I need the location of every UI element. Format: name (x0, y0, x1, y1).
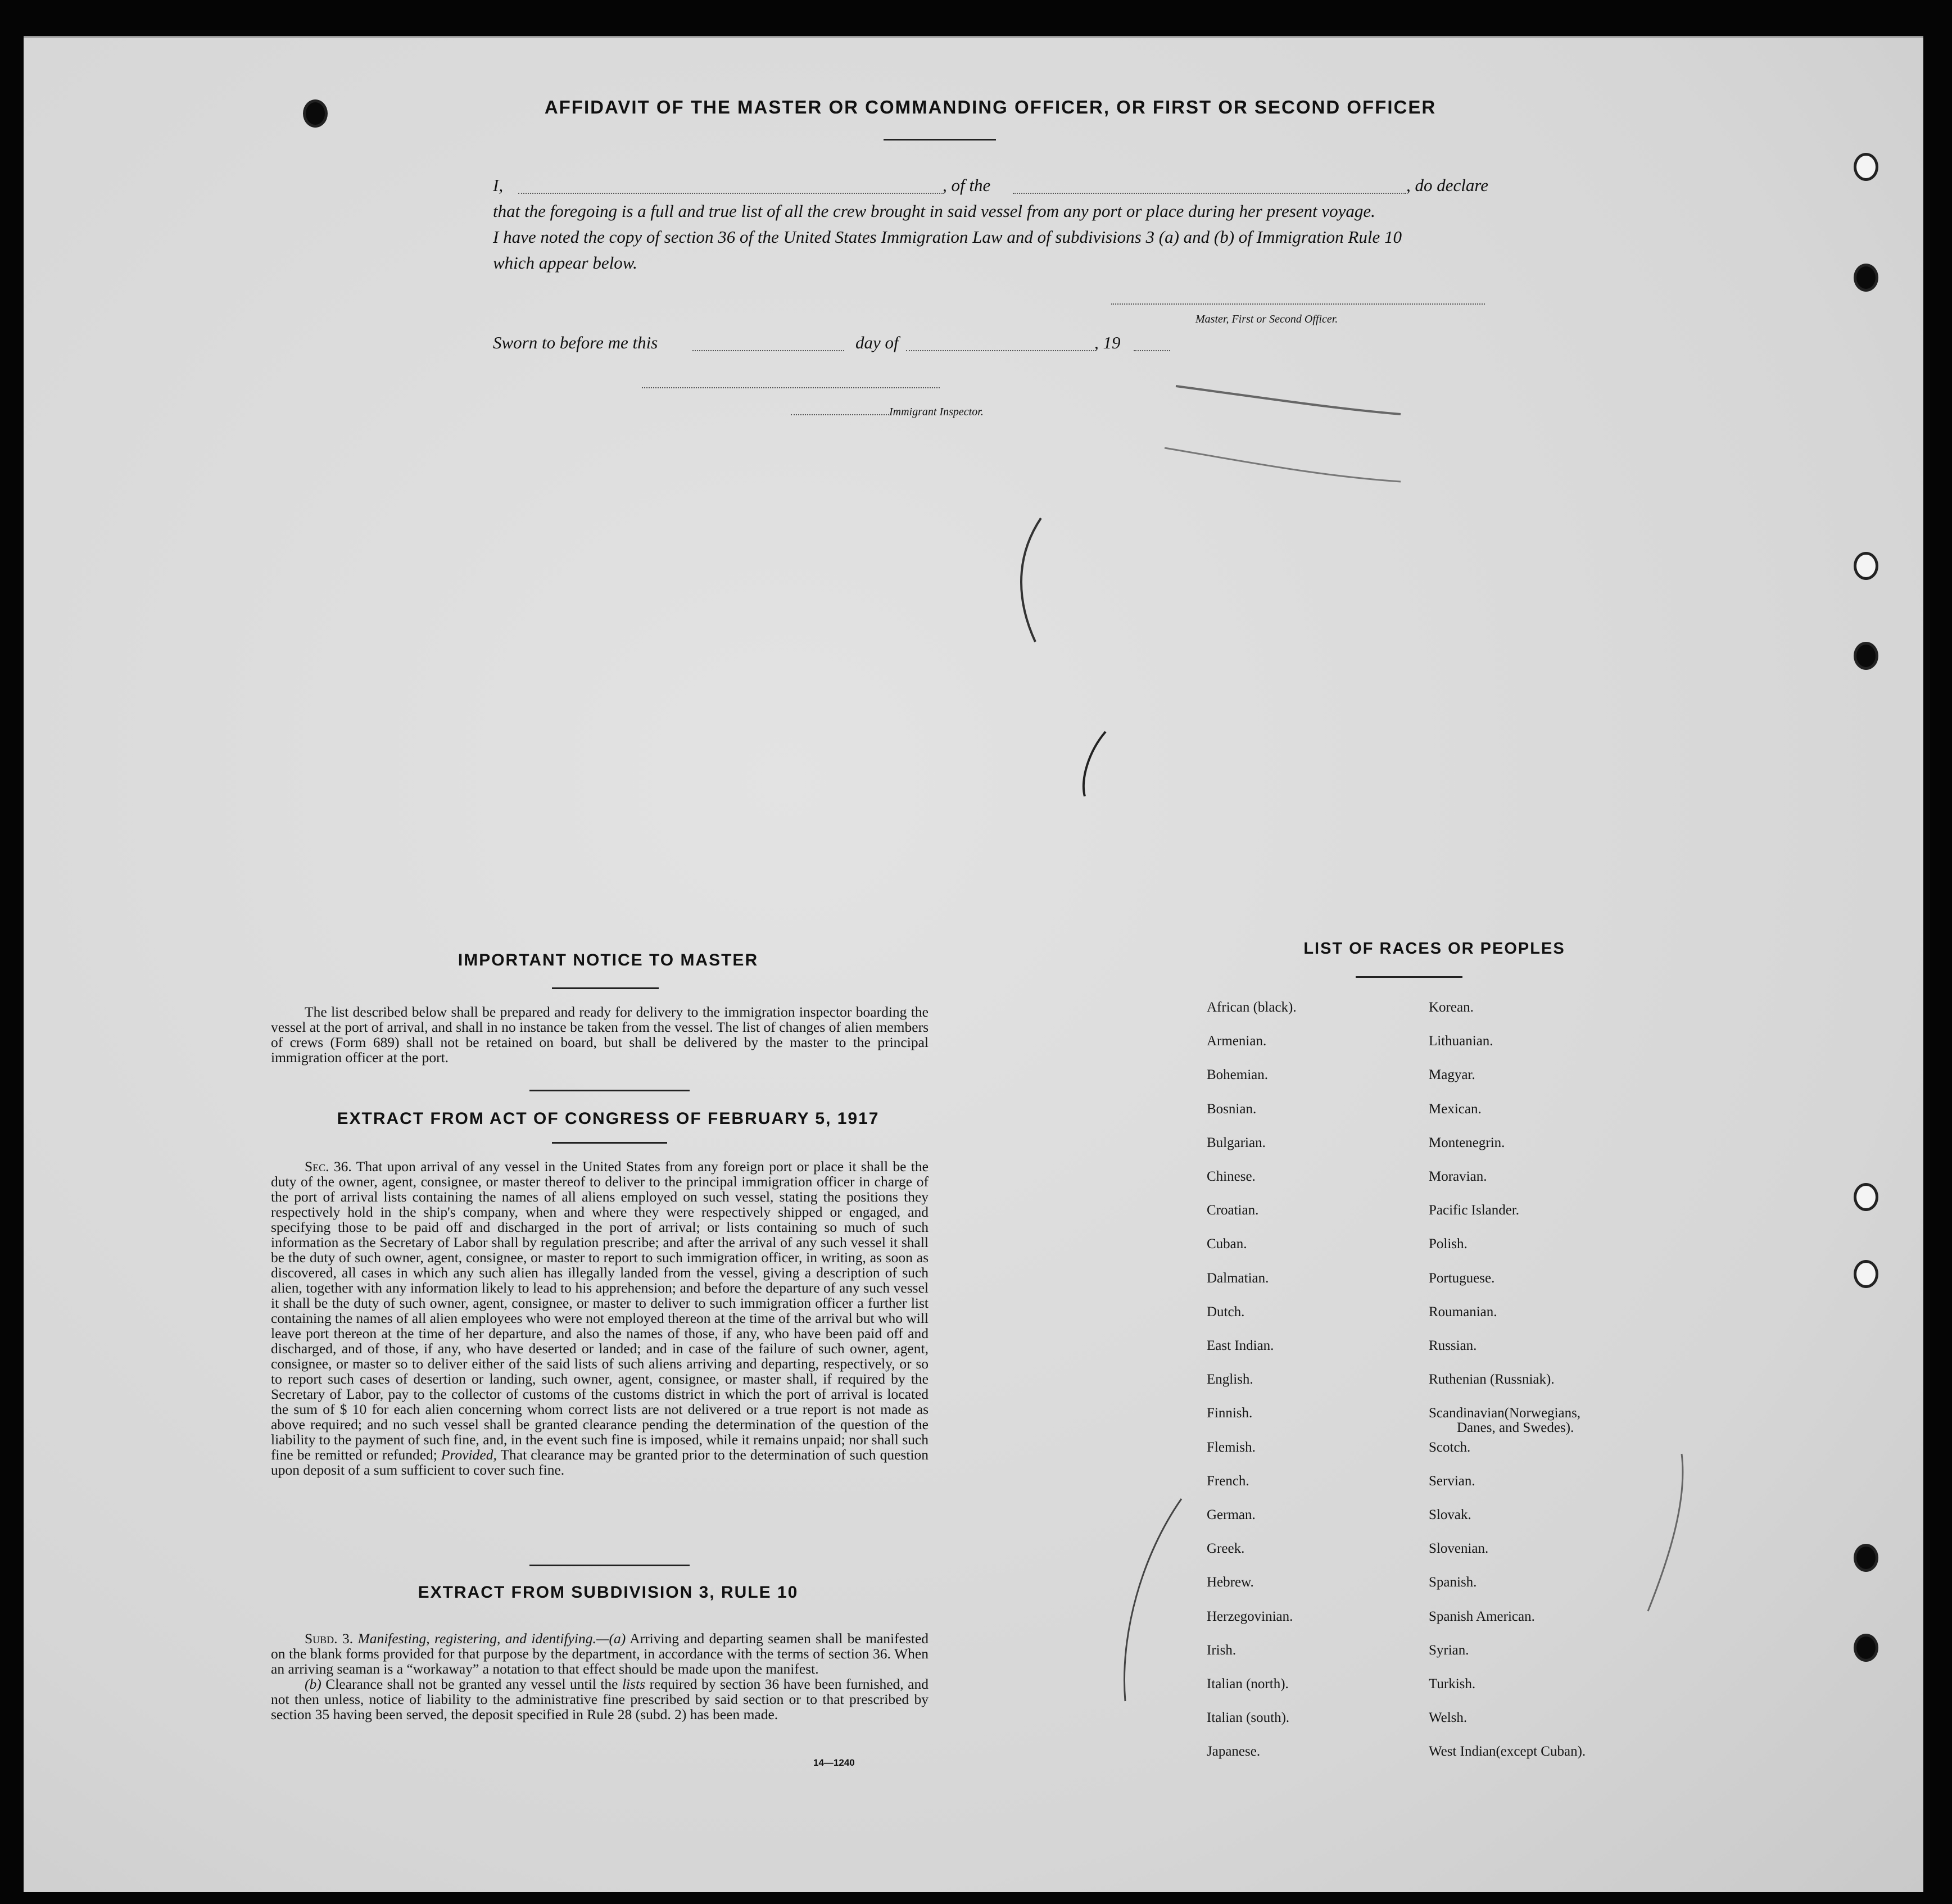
act-title-divider (552, 1142, 667, 1144)
year-label: , 19 (1094, 333, 1121, 352)
race-item: English. (1207, 1372, 1253, 1387)
race-item: Greek. (1207, 1541, 1245, 1556)
race-item: Syrian. (1429, 1643, 1469, 1658)
race-item: Moravian. (1429, 1169, 1487, 1184)
race-item: Polish. (1429, 1236, 1468, 1252)
notice-text: The list described below shall be prepared and ready for delivery to the immigration inspector boarding the vessel at the port of arrival, and shall in no instance be taken from the vessel. The list of changes of alien members of crews (Form 689) shall not be retained on board, but shall be delivered by the master to the principal immigration officer at the port. (271, 1004, 929, 1066)
para-b-text-1: Clearance shall not be granted any vessel until the (325, 1676, 618, 1692)
section-divider (529, 1565, 690, 1566)
lists-word: lists (622, 1676, 646, 1692)
affidavit-title: AFFIDAVIT OF THE MASTER OR COMMANDING OFFICER, OR FIRST OR SECOND OFFICER (544, 97, 1437, 117)
sec-label: Sec. 36. (305, 1158, 352, 1175)
races-title: LIST OF RACES OR PEOPLES (1303, 940, 1565, 958)
race-item: Portuguese. (1429, 1271, 1495, 1286)
race-item: Roumanian. (1429, 1304, 1497, 1320)
rule-extract-text (271, 1631, 929, 1722)
document-page (24, 36, 1923, 1892)
race-item: Russian. (1429, 1338, 1477, 1353)
race-item: Ruthenian (Russniak). (1429, 1372, 1555, 1387)
race-item: Bosnian. (1207, 1101, 1257, 1117)
race-item: Hebrew. (1207, 1575, 1254, 1590)
title-divider (884, 139, 996, 140)
race-item: Korean. (1429, 1000, 1474, 1015)
race-item: Japanese. (1207, 1744, 1261, 1759)
race-item: Welsh. (1429, 1710, 1468, 1725)
race-item: Dalmatian. (1207, 1271, 1269, 1286)
race-item: West Indian(except Cuban). (1429, 1744, 1586, 1759)
notice-title: IMPORTANT NOTICE TO MASTER (458, 951, 759, 969)
vessel-input[interactable] (1013, 193, 1406, 194)
master-signature-line[interactable] (1111, 303, 1485, 305)
b-label: (b) (305, 1676, 321, 1692)
race-item: Irish. (1207, 1643, 1237, 1658)
race-item: Spanish. (1429, 1575, 1477, 1590)
race-item: Pacific Islander. (1429, 1203, 1520, 1218)
race-item: Flemish. (1207, 1440, 1256, 1455)
provided-label: Provided, (441, 1447, 497, 1463)
form-number: 14—1240 (813, 1757, 855, 1768)
of-the-label: , of the (943, 175, 991, 195)
sworn-label: Sworn to before me this (493, 333, 658, 352)
race-item: French. (1207, 1474, 1249, 1489)
race-item: Finnish. (1207, 1406, 1253, 1421)
para-b-text-2: required by section 36 have been furnished, and not then unless, notice of liability to the administrative fine prescribed by said section or to that prescribed by section 35 having been served, the deposit specified in Rule 28 (subd. 2) has been made. (271, 1676, 929, 1722)
do-declare-label: , do declare (1406, 175, 1489, 195)
name-input[interactable] (518, 193, 943, 194)
act-body-end: That clearance may be granted prior to the determination of such question upon deposit of a sum sufficient to cover such fine. (271, 1447, 929, 1478)
rule-extract-title: EXTRACT FROM SUBDIVISION 3, RULE 10 (418, 1583, 799, 1602)
i-label: I, (493, 175, 504, 195)
affidavit-text-line-1: that the foregoing is a full and true list of all the crew brought in said vessel from any port or place during her present voyage. (493, 201, 1375, 221)
section-divider (529, 1090, 690, 1091)
race-item: East Indian. (1207, 1338, 1274, 1353)
race-item: Italian (north). (1207, 1676, 1289, 1692)
sworn-year-input[interactable] (1134, 350, 1170, 351)
race-item: German. (1207, 1507, 1256, 1522)
affidavit-text-line-2: I have noted the copy of section 36 of the United States Immigration Law and of subdivisions 3 (a) and (b) of Immigration Rule 10 (493, 227, 1402, 247)
inspector-prefix-line (791, 414, 889, 415)
affidavit-text-line-3: which appear below. (493, 253, 637, 273)
race-item: Chinese. (1207, 1169, 1256, 1184)
sworn-month-input[interactable] (906, 350, 1094, 351)
race-item: Lithuanian. (1429, 1033, 1493, 1049)
race-item: Spanish American. (1429, 1609, 1535, 1624)
master-signature-caption: Master, First or Second Officer. (1195, 313, 1338, 325)
race-item: Bohemian. (1207, 1067, 1269, 1082)
sworn-day-input[interactable] (692, 350, 844, 351)
race-item: Italian (south). (1207, 1710, 1290, 1725)
race-item: Slovak. (1429, 1507, 1471, 1522)
race-item: Croatian. (1207, 1203, 1259, 1218)
race-item: Scotch. (1429, 1440, 1471, 1455)
race-item: African (black). (1207, 1000, 1297, 1015)
race-item: Montenegrin. (1429, 1135, 1505, 1150)
race-item: Scandinavian(Norwegians, (1429, 1406, 1581, 1421)
race-item: Danes, and Swedes). (1457, 1420, 1574, 1435)
race-item: Armenian. (1207, 1033, 1267, 1049)
subd-label: Subd. 3. (305, 1630, 354, 1647)
rule-para-a (271, 1631, 929, 1676)
subd-heading: Manifesting, registering, and identifying.—(a) (357, 1630, 626, 1647)
rule-para-b (271, 1676, 929, 1722)
race-item: Slovenian. (1429, 1541, 1489, 1556)
race-item: Herzegovinian. (1207, 1609, 1293, 1624)
act-body: That upon arrival of any vessel in the United States from any foreign port or place it shall be the duty of the owner, agent, consignee, or master thereof to deliver to the principal immigration officer in charge of the port of arrival lists containing the names of all aliens employed on such vessel, stating the positions they respectively hold in the ship's company, when and where they were respectively shipped or engaged, and specifying those to be paid off and discharged in the port of arrival; or lists containing so much of such information as the Secretary of Labor shall by regulation prescribe; and after the arrival of any such vessel it shall be the duty of such owner, agent, consignee, or master to report to such immigration officer, in writing, as soon as discovered, all cases in which any such alien has illegally landed from the vessel, giving a description of such alien, together with any information likely to lead to his apprehension; and before the departure of any such vessel it shall be the duty of such owner, agent, consignee, or master to deliver to such immigration officer a further list containing the names of all alien employees who were not employed thereon at the time of the arrival but who will leave port thereon at the time of her departure, and also the names of those, if any, who have been paid off and discharged, and of those, if any, who have deserted or landed; and in case of the failure of such owner, agent, consignee, or master so to deliver either of the said lists of such aliens arriving and departing, respectively, or so to report such cases of desertion or landing, such owner, agent, consignee, or master shall, if required by the Secretary of Labor, pay to the collector of customs of the customs district in which the port of arrival is located the sum of $ 10 for each alien concerning whom correct lists are not delivered or a true report is not made as above required; and no such vessel shall be granted clearance pending the determination of the question of the liability to the payment of such fine, and, in the event such fine is imposed, while it remains unpaid; nor shall such fine be remitted or refunded; (271, 1158, 929, 1463)
race-item: Servian. (1429, 1474, 1475, 1489)
race-item: Magyar. (1429, 1067, 1475, 1082)
inspector-signature-line[interactable] (642, 387, 940, 388)
race-item: Mexican. (1429, 1101, 1482, 1117)
act-extract-text (271, 1159, 929, 1477)
race-item: Turkish. (1429, 1676, 1476, 1692)
race-item: Dutch. (1207, 1304, 1245, 1320)
race-item: Bulgarian. (1207, 1135, 1266, 1150)
act-extract-title: EXTRACT FROM ACT OF CONGRESS OF FEBRUARY 5, 1917 (337, 1109, 880, 1128)
races-divider (1356, 976, 1462, 978)
notice-divider (552, 987, 659, 989)
para-a-text: Arriving and departing seamen shall be manifested on the blank forms provided for that purpose by the department, in accordance with the terms of section 36. When an arriving seaman is a “workaway” a notation to that effect should be made upon the manifest. (271, 1630, 929, 1677)
day-of-label: day of (855, 333, 899, 352)
race-item: Cuban. (1207, 1236, 1247, 1252)
inspector-caption: Immigrant Inspector. (889, 406, 984, 418)
